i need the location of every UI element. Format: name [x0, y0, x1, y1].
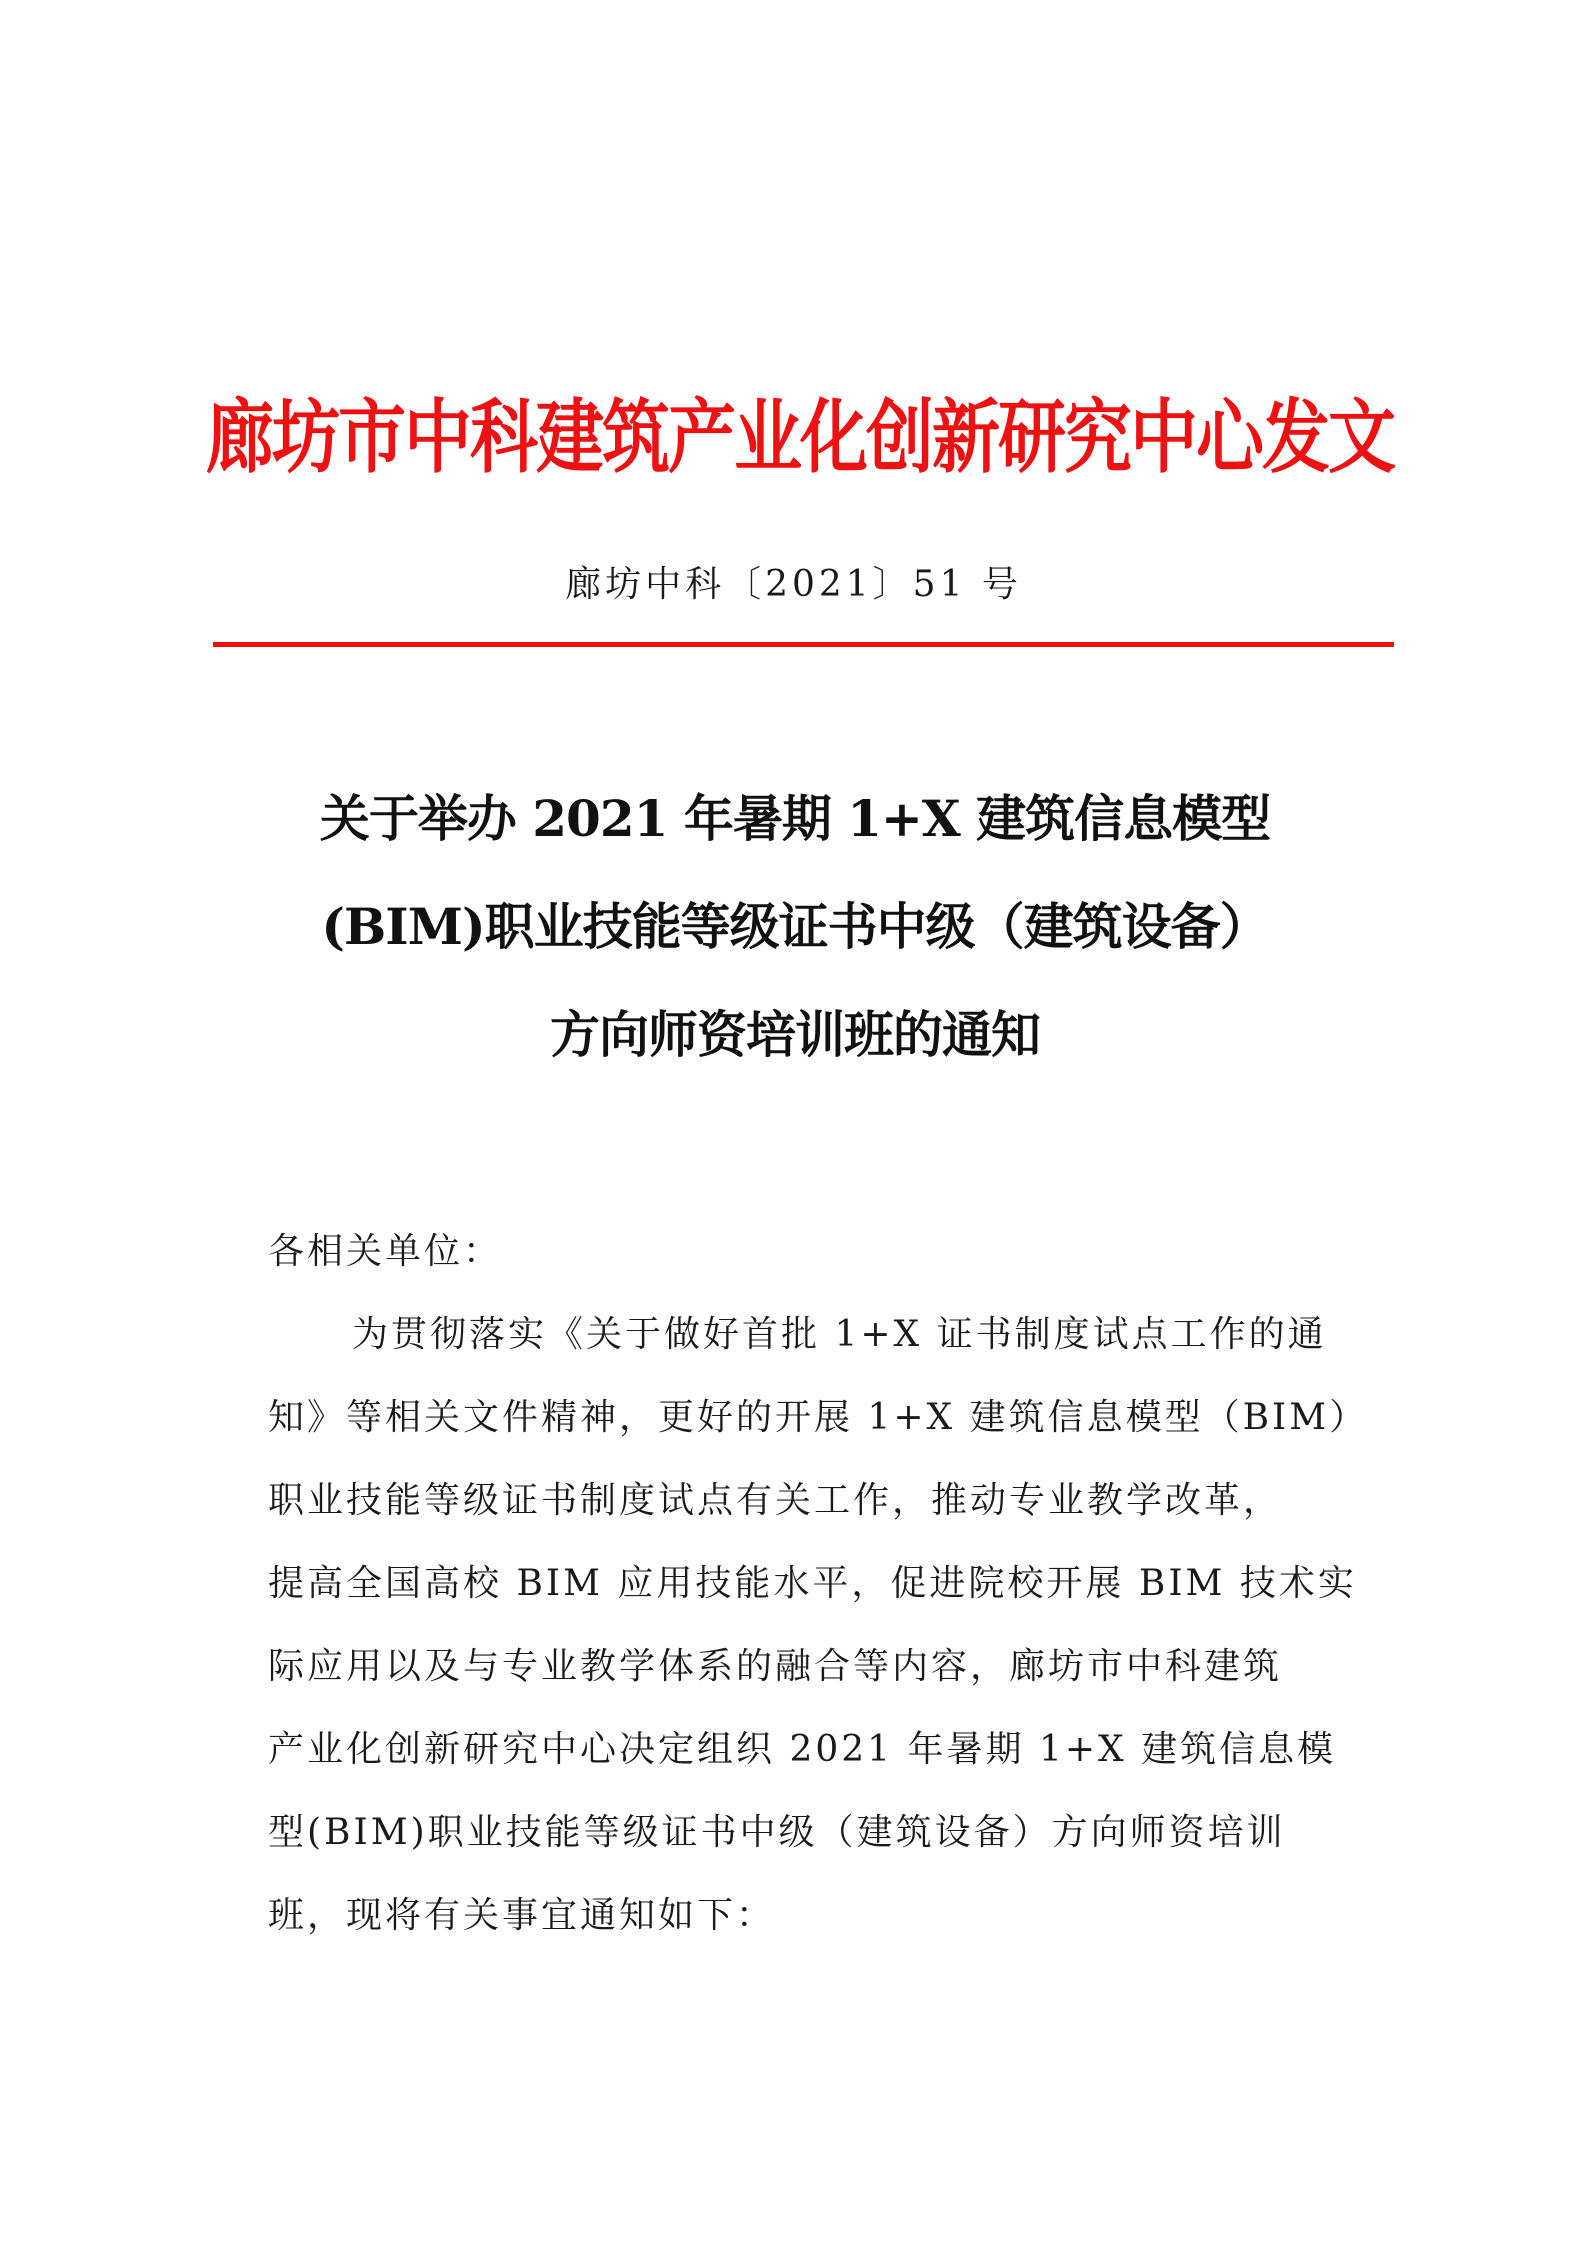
title-line: 关于举办 2021 年暑期 1+X 建筑信息模型	[319, 789, 1271, 848]
salutation: 各相关单位：	[268, 1231, 503, 1272]
masthead-title: 廊坊市中科建筑产业化创新研究中心发文	[205, 390, 1394, 486]
body-line: 为贯彻落实《关于做好首批 1+X 证书制度试点工作的通	[352, 1314, 1327, 1355]
body-line: 产业化创新研究中心决定组织 2021 年暑期 1+X 建筑信息模	[268, 1729, 1337, 1770]
body-line: 型(BIM)职业技能等级证书中级（建筑设备）方向师资培训	[268, 1812, 1286, 1853]
body-line: 知》等相关文件精神，更好的开展 1+X 建筑信息模型（BIM）	[268, 1397, 1369, 1438]
body-line: 职业技能等级证书制度试点有关工作，推动专业教学改革，	[268, 1480, 1283, 1521]
notice-body	[268, 1210, 1368, 1957]
body-line: 班，现将有关事宜通知如下：	[268, 1895, 776, 1936]
body-line: 提高全国高校 BIM 应用技能水平，促进院校开展 BIM 技术实	[268, 1563, 1357, 1604]
document-number: 廊坊中科〔2021〕51 号	[565, 564, 1022, 605]
title-line: 方向师资培训班的通知	[550, 1005, 1040, 1064]
title-line: (BIM)职业技能等级证书中级（建筑设备）	[321, 897, 1269, 956]
notice-title	[240, 765, 1350, 1089]
body-line: 际应用以及与专业教学体系的融合等内容，廊坊市中科建筑	[268, 1646, 1283, 1687]
red-divider-rule	[213, 642, 1394, 647]
